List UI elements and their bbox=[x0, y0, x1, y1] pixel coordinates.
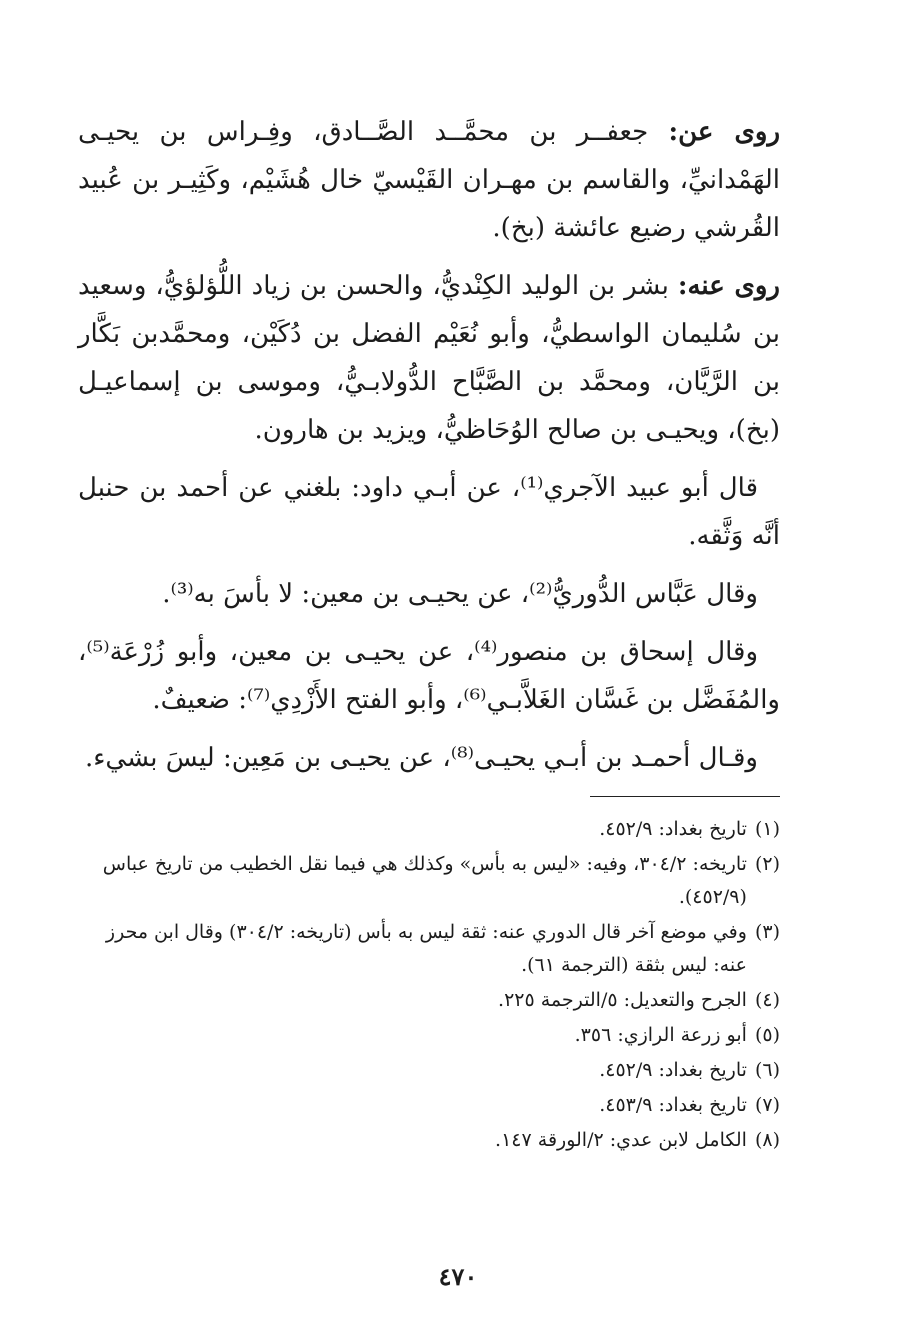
footnote-number: (٧) bbox=[754, 1094, 780, 1116]
footnote-item bbox=[78, 1089, 780, 1122]
paragraph-text: قال أبو عبيد الآجري⁽¹⁾، عن أبـي داود: بلغني عن أحمد بن حنبل أنَّه وَثَّقه. bbox=[78, 473, 780, 551]
footnote-text: تاريخ بغداد: ٤٥٢/٩. bbox=[599, 818, 747, 840]
footnote-number: (٣) bbox=[754, 921, 780, 943]
paragraph-text: بشر بن الوليد الكِنْديُّ، والحسن بن زياد اللُّؤلؤيُّ، وسعيد بن سُليمان الواسطيُّ، وأبو نُعَيْم الفضل بن دُكَيْن، ومحمَّدبن بَكَّار بن الرَّيَّان، ومحمَّد بن الصَّبَّاح الدُّولابـيُّ، وموسى بن إسماعيـل (بخ)، ويحيـى بن صالح الوُحَاظيُّ، ويزيد بن هارون. bbox=[78, 271, 780, 445]
footnote-item bbox=[78, 916, 780, 982]
footnote-item bbox=[78, 1054, 780, 1087]
document-page bbox=[78, 108, 780, 1308]
page-number: ٤٧٠ bbox=[438, 1262, 478, 1291]
footnote-number: (٦) bbox=[754, 1059, 780, 1081]
narrators-by-paragraph bbox=[78, 262, 780, 454]
footnote-number: (٤) bbox=[754, 989, 780, 1011]
paragraph-lead: روى عن: bbox=[668, 117, 780, 147]
paragraph-text: وقـال أحمـد بن أبـي يحيـى⁽⁸⁾، عن يحيـى بن مَعِين: ليسَ بشيء. bbox=[84, 743, 758, 773]
footnote-text: تاريخ بغداد: ٤٥٣/٩. bbox=[599, 1094, 747, 1116]
ishaq-quote-paragraph bbox=[78, 628, 780, 724]
footnote-number: (١) bbox=[754, 818, 780, 840]
paragraph-lead: روى عنه: bbox=[677, 271, 780, 301]
footnote-item bbox=[78, 984, 780, 1017]
footnote-text: تاريخ بغداد: ٤٥٢/٩. bbox=[599, 1059, 747, 1081]
footnote-text: وفي موضع آخر قال الدوري عنه: ثقة ليس به بأس (تاريخه: ٣٠٤/٢) وقال ابن محرز عنه: ليس بثقة (الترجمة ٦١). bbox=[105, 921, 747, 976]
footnote-number: (٨) bbox=[754, 1129, 780, 1151]
paragraph-text: وقال عَبَّاس الدُّوريُّ⁽²⁾، عن يحيـى بن معين: لا بأسَ به⁽³⁾. bbox=[162, 579, 758, 609]
footnote-text: تاريخه: ٣٠٤/٢، وفيه: «ليس به بأس» وكذلك هي فيما نقل الخطيب من تاريخ عباس (٤٥٢/٩). bbox=[102, 853, 747, 908]
footnote-text: الجرح والتعديل: ٥/الترجمة ٢٢٥. bbox=[498, 989, 747, 1011]
ahmad-quote-paragraph bbox=[78, 734, 780, 782]
paragraph-text: جعفــر بن محمَّــد الصَّــادق، وفِـراس بن يحيـى الهَمْدانيِّ، والقاسم بن مهـران القَيْسيّ خال هُشَيْم، وكَثِيـر بن عُبيد القُرشي رضيع عائشة (بخ). bbox=[78, 117, 780, 243]
footnote-text: الكامل لابن عدي: ٢/الورقة ١٤٧. bbox=[495, 1129, 747, 1151]
footnote-number: (٥) bbox=[754, 1024, 780, 1046]
footnote-item bbox=[78, 813, 780, 846]
footnote-text: أبو زرعة الرازي: ٣٥٦. bbox=[574, 1024, 747, 1046]
footnote-item bbox=[78, 848, 780, 914]
ajurri-quote-paragraph bbox=[78, 464, 780, 560]
narrators-from-paragraph bbox=[78, 108, 780, 252]
footnote-item bbox=[78, 1124, 780, 1157]
footnote-number: (٢) bbox=[754, 853, 780, 875]
paragraph-text: وقال إسحاق بن منصور⁽⁴⁾، عن يحيـى بن معين، وأبو زُرْعَة⁽⁵⁾، والمُفَضَّل بن غَسَّان الغَلاَّبـي⁽⁶⁾، وأبو الفتح الأَزْدِي⁽⁷⁾: ضعيفٌ. bbox=[78, 637, 780, 715]
footnote-item bbox=[78, 1019, 780, 1052]
footnote-separator bbox=[590, 796, 780, 797]
footnotes-list bbox=[78, 813, 780, 1157]
duri-quote-paragraph bbox=[78, 570, 780, 618]
